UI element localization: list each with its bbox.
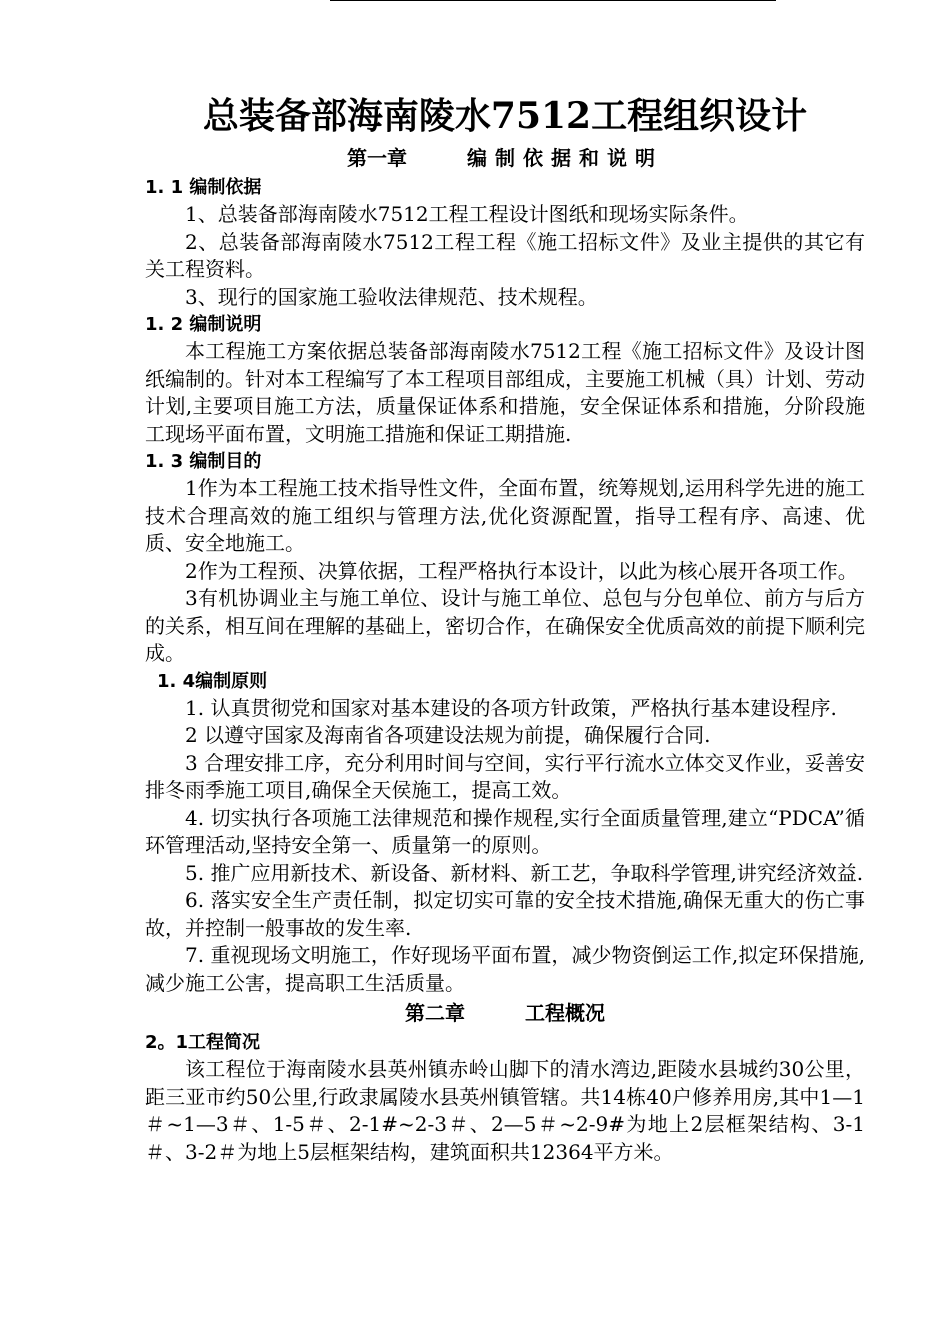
chapter-1-heading bbox=[145, 142, 865, 174]
section-1-3-heading: 1. 3 编制目的 bbox=[145, 451, 262, 472]
paragraph: 3、现行的国家施工验收法律规范、技术规程。 bbox=[185, 284, 598, 309]
chapter-1-prefix: 第一章 bbox=[347, 146, 407, 170]
paragraph: 1. 认真贯彻党和国家对基本建设的各项方针政策，严格执行基本建设程序. bbox=[185, 695, 837, 720]
paragraph: 3有机协调业主与施工单位、设计与施工单位、总包与分包单位、前方与后方的关系，相互间在理解的基础上，密切合作，在确保安全优质高效的前提下顺利完成。 bbox=[145, 586, 865, 665]
section-1-1-heading: 1. 1 编制依据 bbox=[145, 177, 262, 198]
paragraph: 该工程位于海南陵水县英州镇赤岭山脚下的清水湾边,距陵水县城约30公里，距三亚市约50公里,行政隶属陵水县英州镇管辖。共14栋40户修养用房,其中1—1＃~1—3＃、1-5＃、2-1#~2-3＃、2—5＃~2-9#为地上2层框架结构、3-1＃、3-2＃为地上5层框架结构，建筑面积共12364平方米。 bbox=[145, 1057, 865, 1164]
chapter-2-title: 工程概况 bbox=[525, 1001, 605, 1025]
top-rule bbox=[330, 0, 776, 1]
paragraph: 4. 切实执行各项施工法律规范和操作规程,实行全面质量管理,建立“PDCA”循环管理活动,坚持安全第一、质量第一的原则。 bbox=[145, 805, 865, 857]
chapter-1-title: 编制依据和说明 bbox=[467, 146, 663, 170]
paragraph: 2 以遵守国家及海南省各项建设法规为前提，确保履行合同. bbox=[185, 723, 711, 747]
paragraph: 2作为工程预、决算依据，工程严格执行本设计，以此为核心展开各项工作。 bbox=[185, 558, 858, 583]
paragraph: 2、总装备部海南陵水7512工程工程《施工招标文件》及业主提供的其它有关工程资料。 bbox=[145, 229, 865, 281]
document-body bbox=[145, 90, 865, 1166]
paragraph: 1、总装备部海南陵水7512工程工程设计图纸和现场实际条件。 bbox=[185, 202, 749, 226]
chapter-2-prefix: 第二章 bbox=[405, 1001, 465, 1025]
section-2-1-heading: 2。1工程简况 bbox=[145, 1032, 261, 1053]
paragraph: 5. 推广应用新技术、新设备、新材料、新工艺，争取科学管理,讲究经济效益. bbox=[185, 860, 864, 885]
paragraph: 3 合理安排工序，充分利用时间与空间，实行平行流水立体交叉作业，妥善安排冬雨季施工项目,确保全天侯施工，提高工效。 bbox=[145, 750, 865, 802]
paragraph: 本工程施工方案依据总装备部海南陵水7512工程《施工招标文件》及设计图纸编制的。针对本工程编写了本工程项目部组成，主要施工机械（具）计划、劳动计划,主要项目施工方法，质量保证体系和措施，安全保证体系和措施，分阶段施工现场平面布置，文明施工措施和保证工期措施. bbox=[145, 339, 865, 446]
paragraph: 6. 落实安全生产责任制，拟定切实可靠的安全技术措施,确保无重大的伤亡事故，并控制一般事故的发生率. bbox=[145, 888, 865, 940]
paragraph: 7. 重视现场文明施工，作好现场平面布置，减少物资倒运工作,拟定环保措施,减少施工公害，提高职工生活质量。 bbox=[145, 943, 865, 995]
document-title: 总装备部海南陵水7512工程组织设计 bbox=[202, 95, 808, 137]
section-1-4-heading: 1. 4编制原则 bbox=[157, 670, 268, 692]
section-1-2-heading: 1. 2 编制说明 bbox=[145, 314, 262, 335]
chapter-2-heading bbox=[145, 997, 865, 1029]
paragraph: 1作为本工程施工技术指导性文件，全面布置，统筹规划,运用科学先进的施工技术合理高效的施工组织与管理方法,优化资源配置，指导工程有序、高速、优质、安全地施工。 bbox=[145, 476, 865, 555]
